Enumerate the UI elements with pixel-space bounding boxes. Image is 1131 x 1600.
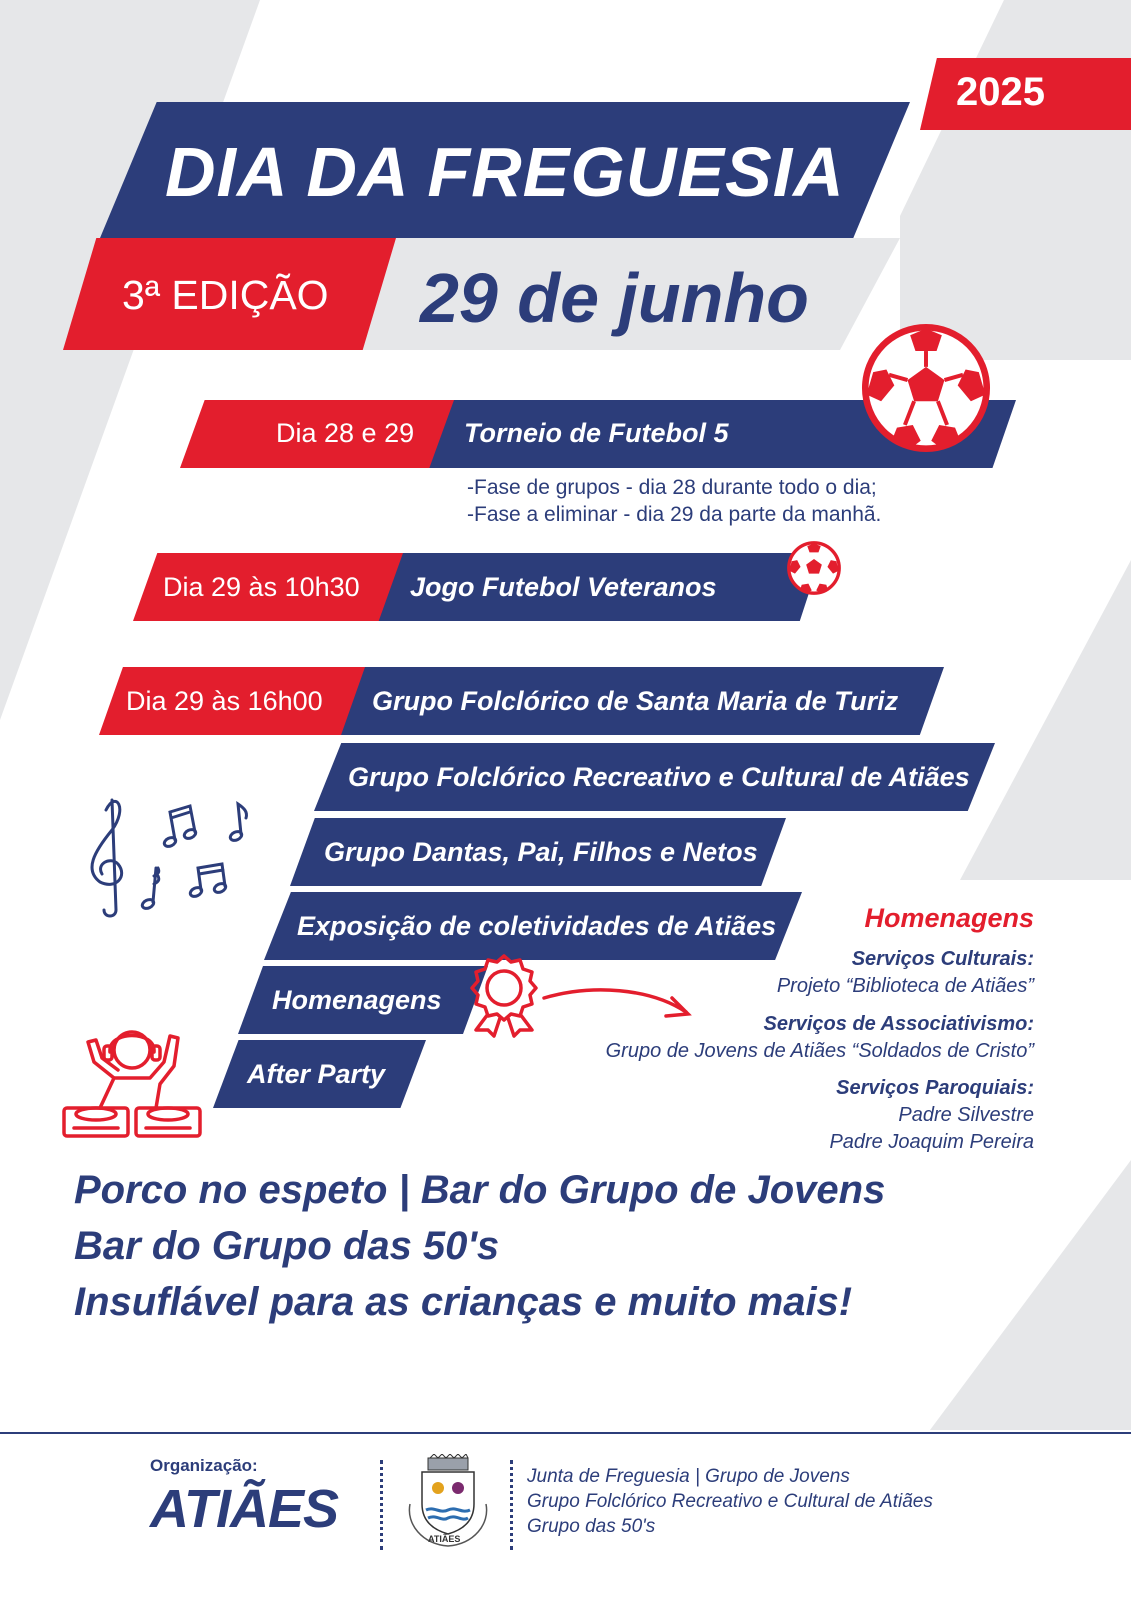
homenagens-line-3: Padre Silvestre — [898, 1104, 1034, 1126]
year-text: 2025 — [956, 70, 1045, 114]
homenagens-line-1: Projeto “Biblioteca de Atiães” — [776, 975, 1034, 997]
homenagens-heading-1: Serviços Culturais: — [851, 948, 1034, 970]
tarde-when: Dia 29 às 16h00 — [126, 686, 323, 716]
music-notes-icon — [76, 790, 256, 920]
tarde-item-6: After Party — [247, 1059, 386, 1089]
organizacao-label: Organização: — [150, 1456, 258, 1475]
torneio-when: Dia 28 e 29 — [276, 418, 415, 448]
veteranos-when: Dia 29 às 10h30 — [163, 572, 360, 602]
soccer-ball-icon — [860, 322, 992, 454]
bg-stripe-bottom-right — [930, 1160, 1131, 1430]
footer-divider — [0, 1432, 1131, 1434]
event-date: 29 de junho — [420, 259, 809, 337]
tarde-item-3: Grupo Dantas, Pai, Filhos e Netos — [324, 837, 758, 867]
crest-label: ATIÃES — [428, 1534, 461, 1544]
tarde-item-4: Exposição de coletividades de Atiães — [297, 911, 777, 941]
tarde-item-1: Grupo Folclórico de Santa Maria de Turiz — [372, 686, 899, 716]
dj-icon — [60, 1022, 204, 1140]
footer-separator-1 — [380, 1460, 383, 1550]
arrow-icon — [540, 986, 696, 1028]
homenagens-heading-2: Serviços de Associativismo: — [763, 1013, 1034, 1035]
homenagens-line-2: Grupo de Jovens de Atiães “Soldados de Cristo” — [605, 1040, 1034, 1062]
homenagens-line-4: Padre Joaquim Pereira — [829, 1131, 1034, 1153]
bg-stripe-top-right — [900, 0, 1131, 360]
extras-line-2: Bar do Grupo das 50's — [74, 1224, 500, 1268]
bg-stripe-right — [960, 560, 1131, 880]
award-rosette-icon — [466, 952, 542, 1038]
tarde-item-5: Homenagens — [272, 985, 442, 1015]
torneio-title: Torneio de Futebol 5 — [464, 418, 729, 448]
tarde-item-2: Grupo Folclórico Recreativo e Cultural de Atiães — [348, 762, 970, 792]
extras-line-3: Insuflável para as crianças e muito mais! — [74, 1280, 853, 1324]
atiaes-logo: ATIÃES — [150, 1479, 339, 1539]
torneio-note-2: -Fase a eliminar - dia 29 da parte da manhã. — [467, 503, 882, 526]
edition-text: 3ª EDIÇÃO — [122, 272, 329, 318]
homenagens-heading-3: Serviços Paroquiais: — [836, 1077, 1034, 1099]
homenagens-title: Homenagens — [864, 903, 1034, 933]
partner-line-3: Grupo das 50's — [527, 1516, 656, 1537]
veteranos-title: Jogo Futebol Veteranos — [410, 572, 717, 602]
soccer-ball-icon-small — [786, 540, 842, 596]
torneio-note-1: -Fase de grupos - dia 28 durante todo o dia; — [467, 476, 877, 499]
partner-line-1: Junta de Freguesia | Grupo de Jovens — [527, 1466, 850, 1487]
footer-separator-2 — [510, 1460, 513, 1550]
partner-line-2: Grupo Folclórico Recreativo e Cultural de Atiães — [527, 1491, 933, 1512]
page-title: DIA DA FREGUESIA — [165, 133, 845, 211]
extras-line-1: Porco no espeto | Bar do Grupo de Jovens — [74, 1168, 886, 1212]
